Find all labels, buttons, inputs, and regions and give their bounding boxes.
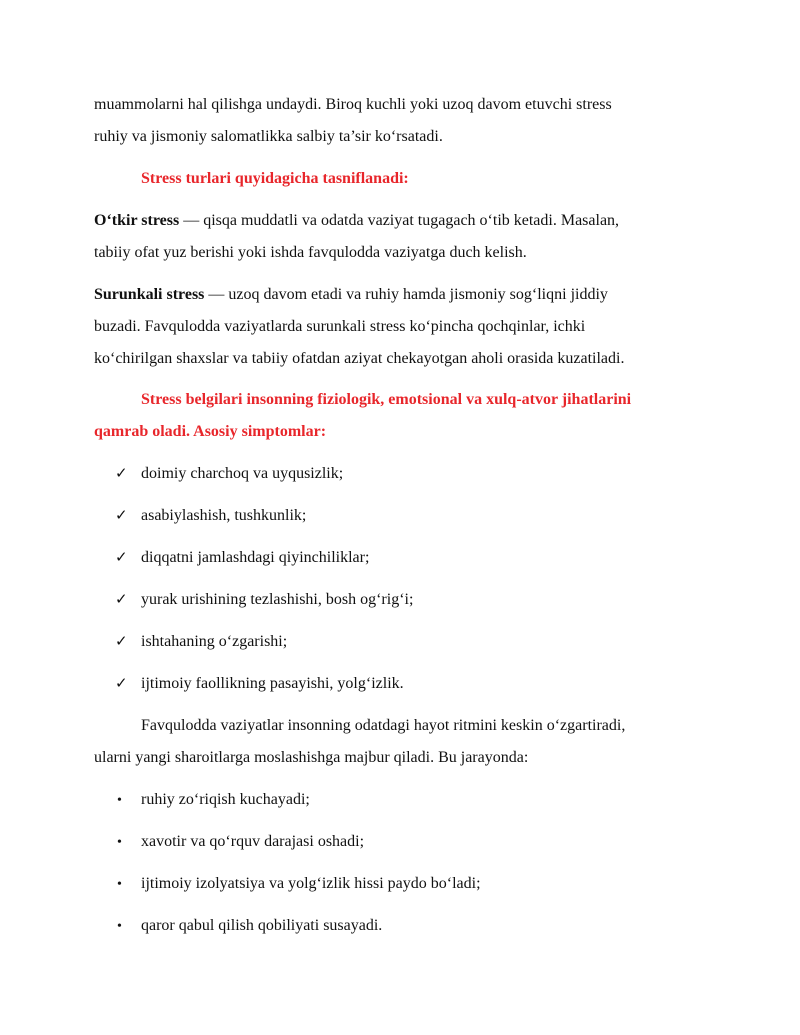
symptom-list-item [115,632,287,652]
symptom-list-item [115,590,413,610]
bullet-icon: • [117,877,122,892]
symptom-text: asabiylashish, tushkunlik; [141,507,307,524]
effect-list-item [115,832,364,853]
checkmark-icon: ✓ [115,592,128,608]
effect-list-item [115,790,310,811]
signs-heading-line-2: qamrab oladi. Asosiy simptomlar: [94,423,327,440]
bullet-icon: • [117,835,122,850]
effect-text: ruhiy zo‘riqish kuchayadi; [141,791,310,808]
checkmark-icon: ✓ [115,676,128,692]
symptom-text: ishtahaning o‘zgarishi; [141,633,288,650]
symptom-text: diqqatni jamlashdagi qiyinchiliklar; [141,549,370,566]
effect-list-item [115,916,382,937]
effect-list-item [115,874,481,895]
symptom-text: ijtimoiy faollikning pasayishi, yolg‘izlik. [141,675,404,692]
symptom-text: yurak urishining tezlashishi, bosh og‘rig‘i; [141,591,414,608]
types-heading: Stress turlari quyidagicha tasniflanadi: [141,170,409,187]
bullet-icon: • [117,793,122,808]
acute-stress-text: — qisqa muddatli va odatda vaziyat tugagach o‘tib ketadi. Masalan, [179,212,620,229]
checkmark-icon: ✓ [115,634,128,650]
chronic-stress-line-3: ko‘chirilgan shaxslar va tabiiy ofatdan aziyat chekayotgan aholi orasida kuzatiladi. [94,350,625,367]
chronic-stress-text: — uzoq davom etadi va ruhiy hamda jismoniy sog‘liqni jiddiy [204,286,608,303]
symptom-list-item [115,674,404,694]
intro-line-1: muammolarni hal qilishga undaydi. Biroq kuchli yoki uzoq davom etuvchi stress [94,96,612,113]
symptom-text: doimiy charchoq va uyqusizlik; [141,465,344,482]
chronic-stress-line-1 [94,285,608,305]
acute-stress-line-1 [94,211,619,231]
chronic-stress-line-2: buzadi. Favqulodda vaziyatlarda surunkali stress ko‘pincha qochqinlar, ichki [94,318,586,335]
signs-heading-line-1: Stress belgilari insonning fiziologik, emotsional va xulq-atvor jihatlarini [141,391,632,408]
chronic-stress-term: Surunkali stress [94,286,205,303]
checkmark-icon: ✓ [115,550,128,566]
acute-stress-line-2: tabiiy ofat yuz berishi yoki ishda favqulodda vaziyatga duch kelish. [94,244,527,261]
effect-text: xavotir va qo‘rquv darajasi oshadi; [141,833,365,850]
emergency-line-1: Favqulodda vaziyatlar insonning odatdagi hayot ritmini keskin o‘zgartiradi, [141,717,626,734]
checkmark-icon: ✓ [115,466,128,482]
effect-text: qaror qabul qilish qobiliyati susayadi. [141,917,383,934]
intro-line-2: ruhiy va jismoniy salomatlikka salbiy ta’sir ko‘rsatadi. [94,128,443,145]
symptom-list-item [115,464,343,484]
emergency-line-2: ularni yangi sharoitlarga moslashishga majbur qiladi. Bu jarayonda: [94,749,529,766]
symptom-list-item [115,506,306,526]
effect-text: ijtimoiy izolyatsiya va yolg‘izlik hissi paydo bo‘ladi; [141,875,481,892]
checkmark-icon: ✓ [115,508,128,524]
bullet-icon: • [117,919,122,934]
symptom-list-item [115,548,369,568]
acute-stress-term: O‘tkir stress [94,212,180,229]
